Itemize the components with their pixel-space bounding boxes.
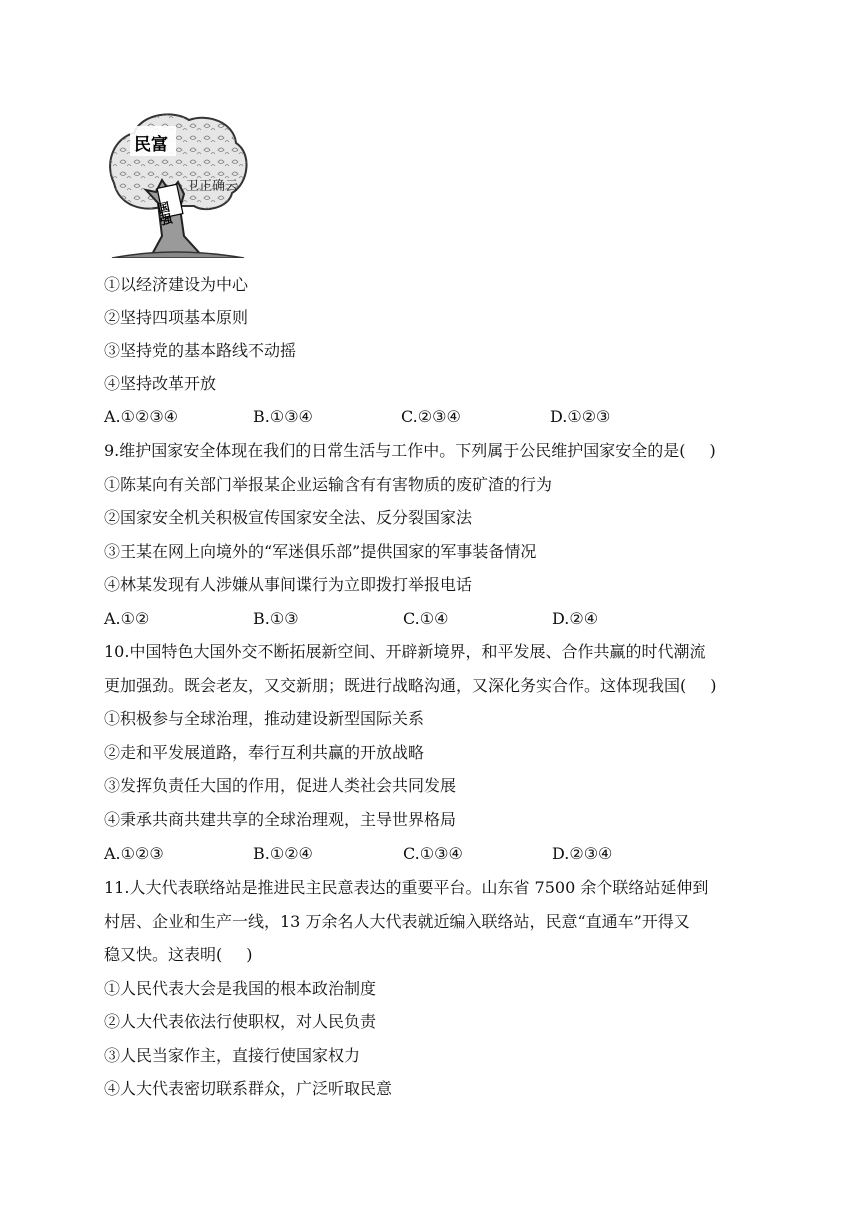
q8-item-4: ④坚持改革开放 <box>104 374 217 393</box>
q11-stem-close: ) <box>246 945 253 964</box>
q10-item-3: ③发挥负责任大国的作用，促进人类社会共同发展 <box>104 776 457 795</box>
q8-option-a[interactable]: A.①②③④ <box>104 407 179 426</box>
q8-option-c[interactable]: C.②③④ <box>401 407 461 426</box>
q9-item-3: ③王某在网上向境外的“军迷俱乐部”提供国家的军事装备情况 <box>104 542 537 561</box>
q9-item-2: ②国家安全机关积极宣传国家安全法、反分裂国家法 <box>104 508 473 527</box>
cartoon-signature: 卫正确云 <box>186 179 239 194</box>
q11-stem-text: 稳又快。这表明( <box>104 945 223 964</box>
q8-item-2: ②坚持四项基本原则 <box>104 308 249 327</box>
q10-stem-close: ) <box>710 676 717 695</box>
q10-option-c[interactable]: C.①③④ <box>403 844 463 863</box>
q11-stem-line2: 村居、企业和生产一线，13 万余名人大代表就近编入联络站，民意“直通车”开得又 <box>104 912 690 931</box>
q9-option-d[interactable]: D.②④ <box>552 609 599 628</box>
tree-cartoon-image <box>104 108 254 258</box>
q9-option-c[interactable]: C.①④ <box>403 609 449 628</box>
q11-stem-line1: 11.人大代表联络站是推进民主民意表达的重要平台。山东省 7500 余个联络站延伸到 <box>104 878 709 897</box>
q9-item-1: ①陈某向有关部门举报某企业运输含有有害物质的废矿渣的行为 <box>104 475 553 494</box>
q9-option-a[interactable]: A.①② <box>104 609 150 628</box>
q8-item-3: ③坚持党的基本路线不动摇 <box>104 341 297 360</box>
q9-stem-text: 9.维护国家安全体现在我们的日常生活与工作中。下列属于公民维护国家安全的是( <box>104 441 686 460</box>
q10-option-b[interactable]: B.①②④ <box>253 844 313 863</box>
q8-option-b[interactable]: B.①③④ <box>253 407 313 426</box>
cartoon-top-text: 民富 <box>134 135 168 155</box>
q11-item-1: ①人民代表大会是我国的根本政治制度 <box>104 979 377 998</box>
q10-stem-text: 更加强劲。既会老友，又交新朋；既进行战略沟通，又深化务实合作。这体现我国( <box>104 676 687 695</box>
cartoon-trunk-text: 国强 <box>155 200 174 227</box>
q10-item-4: ④秉承共商共建共享的全球治理观，主导世界格局 <box>104 810 457 829</box>
q8-option-d[interactable]: D.①②③ <box>550 407 611 426</box>
q10-option-a[interactable]: A.①②③ <box>104 844 164 863</box>
q9-stem <box>104 440 716 462</box>
q10-stem-line1: 10.中国特色大国外交不断拓展新空间、开辟新境界，和平发展、合作共赢的时代潮流 <box>104 642 706 661</box>
q10-item-1: ①积极参与全球治理，推动建设新型国际关系 <box>104 709 425 728</box>
q9-item-4: ④林某发现有人涉嫌从事间谍行为立即拨打举报电话 <box>104 575 473 594</box>
q9-option-b[interactable]: B.①③ <box>253 609 299 628</box>
q10-item-2: ②走和平发展道路，奉行互利共赢的开放战略 <box>104 743 425 762</box>
q11-item-2: ②人大代表依法行使职权，对人民负责 <box>104 1012 377 1031</box>
q9-stem-close: ) <box>709 441 716 460</box>
q8-item-1: ①以经济建设为中心 <box>104 275 249 294</box>
q10-option-d[interactable]: D.②③④ <box>552 844 613 863</box>
q11-stem-line3 <box>104 944 253 966</box>
q11-item-4: ④人大代表密切联系群众，广泛听取民意 <box>104 1079 393 1098</box>
q11-item-3: ③人民当家作主，直接行使国家权力 <box>104 1046 361 1065</box>
q10-stem-line2 <box>104 675 717 697</box>
